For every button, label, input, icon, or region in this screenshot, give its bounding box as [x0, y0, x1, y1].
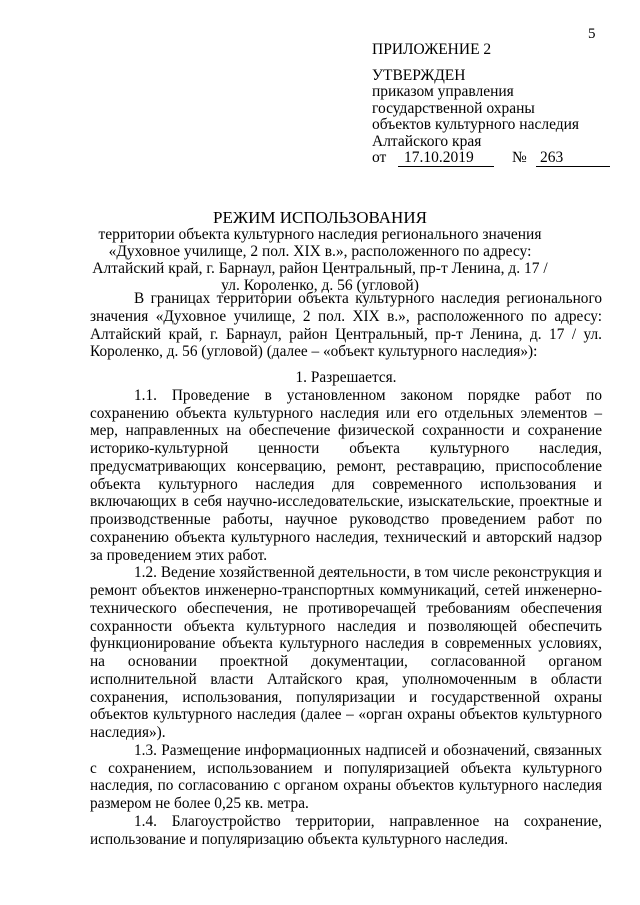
order-date-number	[372, 150, 579, 168]
approval-line: объектов культурного наследия	[372, 116, 580, 133]
approved-label: УТВЕРЖДЕН	[372, 66, 466, 84]
regime-title	[0, 209, 640, 294]
order-date: 17.10.2019	[398, 150, 494, 167]
order-number: 263	[536, 150, 610, 167]
approval-line: приказом управления	[372, 83, 514, 100]
item-1-4: 1.4. Благоустройство территории, направленное на сохранение, использование и популяризацию объекта культурного наследия.	[90, 812, 602, 848]
document-heading: РЕЖИМ ИСПОЛЬЗОВАНИЯ	[213, 208, 427, 227]
item-1-1: 1.1. Проведение в установленном законом порядке работ по сохранению объекта культурного наследия или его отдельных элементов – мер, направленных на обеспечение физической сохранности и сохранение историко-культурной ценности объекта культурного наследия, предусматривающих консервацию, ремонт, реставрацию, приспособление объекта культурного наследия для современного использования и включающих в себя научно-исследовательские, изыскательские, проектные и производственные работы, научное руководство проведением работ по сохранению объекта культурного наследия, технический и авторский надзор за проведением этих работ.	[90, 386, 602, 564]
item-1-2: 1.2. Ведение хозяйственной деятельности, в том числе реконструкция и ремонт объектов инженерно-транспортных коммуникаций, сетей инженерно-технического обеспечения, не противоречащей требованиям обеспечения сохранности объекта культурного наследия и позволяющей обеспечить функционирование объекта культурного наследия в современных условиях, на основании проектной документации, согласованной органом исполнительной власти Алтайского края, уполномоченным в области сохранения, использования, популяризации и государственной охраны объектов культурного наследия (далее – «орган охраны объектов культурного наследия»).	[90, 564, 602, 741]
intro-paragraph: В границах территории объекта культурного наследия регионального значения «Духовное училище, 2 пол. XIX в.», расположенного по адресу: Алтайский край, г. Барнаул, район Центральный, пр-т Ленина, д. 17 / ул. Короленко, д. 56 (угловой) (далее – «объект культурного наследия»):	[90, 290, 602, 361]
title-line: территории объекта культурного наследия регионального значения	[98, 226, 542, 243]
title-line: «Духовное училище, 2 пол. XIX в.», расположенного по адресу:	[108, 243, 532, 260]
approval-line: Алтайского края	[372, 132, 482, 150]
item-1-3: 1.3. Размещение информационных надписей и обозначений, связанных с сохранением, использованием и популяризацией объекта культурного наследия, по согласованию с органом охраны объектов культурного наследия размером не более 0,25 кв. метра.	[90, 741, 602, 812]
page-number: 5	[588, 26, 596, 42]
appendix-label: ПРИЛОЖЕНИЕ 2	[372, 41, 492, 58]
section-heading: 1. Разрешается.	[295, 369, 397, 386]
approval-line: государственной охраны	[372, 99, 535, 117]
title-line: Алтайский край, г. Барнаул, район Центральный, пр-т Ленина, д. 17 /	[92, 260, 548, 277]
title-line: ул. Короленко, д. 56 (угловой)	[221, 277, 419, 294]
number-label: №	[512, 149, 527, 166]
document-body	[90, 290, 602, 848]
approval-block	[372, 42, 579, 168]
from-label: от	[372, 149, 387, 166]
